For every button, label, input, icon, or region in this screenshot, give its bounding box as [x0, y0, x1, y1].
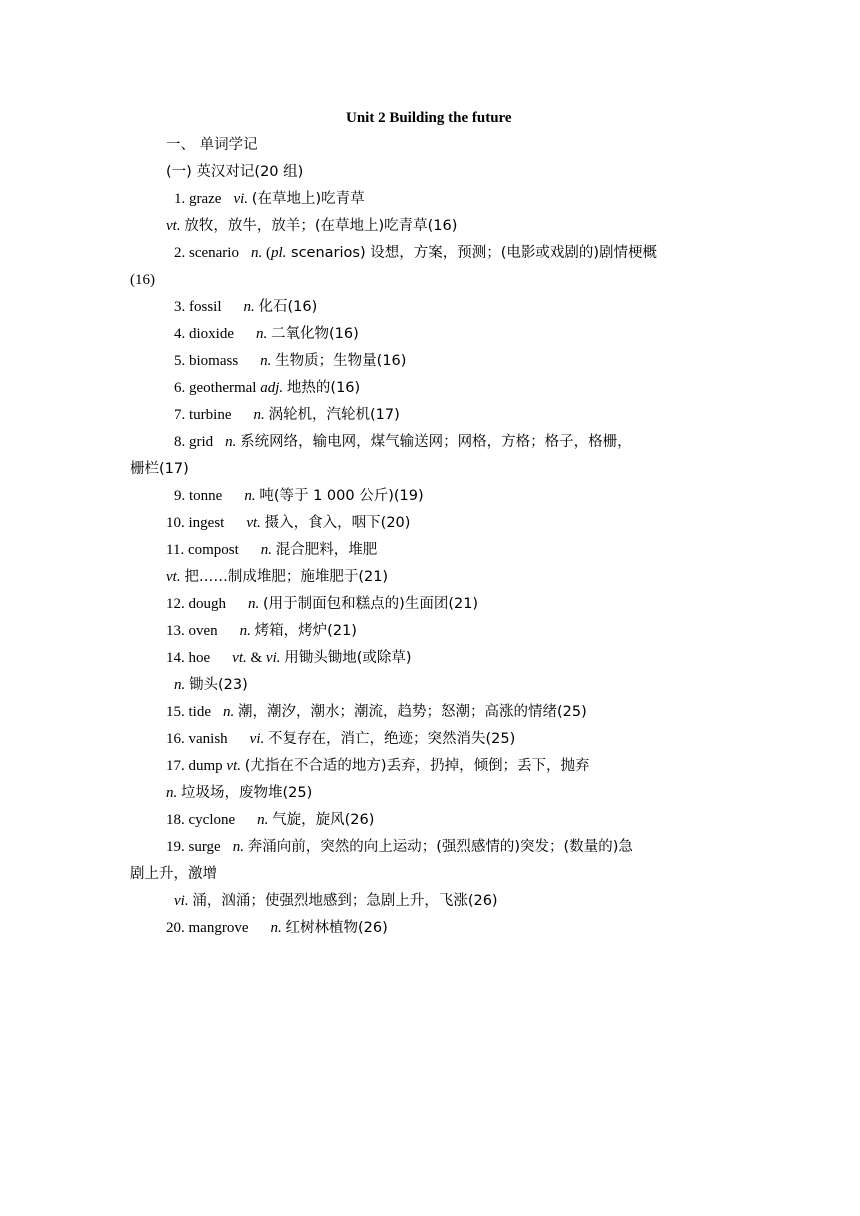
entry-number: 12. [166, 596, 185, 612]
entry-pos: adj. [260, 380, 284, 396]
entry-pos: vi. [249, 731, 265, 747]
entry-word: dough [188, 596, 226, 612]
entry-word: tonne [189, 488, 223, 504]
entry-pos: n. [270, 920, 282, 936]
entry-pos: vt. [166, 218, 181, 234]
entry-pos: n. [223, 704, 235, 720]
entry-word: dioxide [189, 326, 234, 342]
entry-number: 3. [174, 299, 186, 315]
entry-word: geothermal [189, 380, 257, 396]
entry-pos: vi. [174, 893, 189, 909]
entry-number: 14. [166, 650, 185, 666]
entry-definition: 奔涌向前，突然的向上运动；(强烈感情的)突发；(数量的)急 [247, 839, 633, 855]
entry-number: 10. [166, 515, 185, 531]
entry-word: ingest [188, 515, 225, 531]
entry-4 [174, 324, 359, 344]
entry-7 [174, 405, 400, 425]
entry-pos: n. [166, 785, 178, 801]
entry-word: mangrove [188, 920, 249, 936]
entry-definition: 化石(16) [258, 299, 318, 315]
entry-number: 18. [166, 812, 185, 828]
entry-2 [174, 243, 657, 263]
entry-pos: n. [232, 839, 244, 855]
entry-definition: 气旋，旋风(26) [272, 812, 375, 828]
entry-definition: 涡轮机，汽轮机(17) [268, 407, 400, 423]
entry-pos: vi. [233, 191, 249, 207]
entry-pos: n. [244, 488, 256, 504]
entry-word: grid [189, 434, 214, 450]
entry-word: dump [188, 758, 223, 774]
entry-pos: n. [239, 623, 251, 639]
entry-number: 6. [174, 380, 186, 396]
entry-11-sense-2 [166, 567, 388, 587]
entry-word: tide [188, 704, 211, 720]
entry-definition: 锄头(23) [189, 677, 248, 693]
entry-pos: n. [174, 677, 186, 693]
entry-pos: n. [250, 245, 263, 261]
subsection-heading: (一) 英汉对记(20 组) [166, 164, 304, 180]
entry-number: 17. [166, 758, 185, 774]
entry-definition: 垃圾场，废物堆(25) [181, 785, 313, 801]
entry-definition: 把……制成堆肥；施堆肥于(21) [184, 569, 389, 585]
entry-word: surge [188, 839, 221, 855]
entry-definition: 摄入，食入，咽下(20) [264, 515, 411, 531]
entry-1 [174, 189, 365, 209]
entry-6 [174, 378, 360, 398]
entry-pos: n. [243, 299, 255, 315]
entry-number: 16. [166, 731, 185, 747]
entry-number: 9. [174, 488, 186, 504]
entry-definition: 红树林植物(26) [285, 920, 388, 936]
entry-number: 11. [166, 542, 185, 558]
entry-word: oven [188, 623, 218, 639]
entry-pos: n. [253, 407, 265, 423]
entry-number: 2. [174, 245, 186, 261]
entry-definition: 混合肥料，堆肥 [275, 542, 378, 558]
entry-pos: n. [257, 812, 269, 828]
entry-pos: vt. [232, 650, 247, 666]
entry-11 [166, 540, 377, 560]
entry-12 [166, 594, 478, 614]
entry-10 [166, 513, 410, 533]
entry-definition: 系统网络，输电网，煤气输送网；网格，方格；格子，格栅， [240, 434, 632, 450]
entry-8-continued: 栅栏(17) [130, 461, 189, 477]
entry-definition: (在草地上)吃青草 [251, 191, 365, 207]
entry-pos: n. [248, 596, 260, 612]
entry-2-continued: (16) [130, 272, 155, 288]
entry-word: biomass [189, 353, 239, 369]
entry-word: scenario [189, 245, 239, 261]
entry-word: vanish [188, 731, 228, 747]
entry-word: cyclone [188, 812, 236, 828]
entry-word: compost [187, 542, 239, 558]
entry-definition: 放牧，放牛，放羊；(在草地上)吃青草(16) [184, 218, 458, 234]
entry-number: 4. [174, 326, 186, 342]
entry-19 [166, 837, 633, 857]
entry-8 [174, 432, 632, 452]
entry-20 [166, 918, 388, 938]
entry-pos: vi. [265, 650, 281, 666]
entry-9 [174, 486, 424, 506]
entry-number: 13. [166, 623, 185, 639]
entry-18 [166, 810, 374, 830]
entry-number: 7. [174, 407, 186, 423]
entry-definition: scenarios) 设想，方案，预测；(电影或戏剧的)剧情梗概 [286, 245, 658, 261]
entry-definition: 涌，汹涌；使强烈地感到；急剧上升，飞涨(26) [192, 893, 498, 909]
entry-definition: 不复存在，消亡，绝迹；突然消失(25) [268, 731, 516, 747]
entry-definition: 二氧化物(16) [271, 326, 359, 342]
entry-14-sense-2 [174, 675, 248, 695]
entry-5 [174, 351, 406, 371]
entry-definition: 烤箱，烤炉(21) [254, 623, 357, 639]
entry-3 [174, 297, 317, 317]
entry-19-continued: 剧上升，激增 [130, 866, 217, 882]
entry-pos: n. [260, 542, 273, 558]
entry-definition: (尤指在不合适的地方)丢弃，扔掉，倾倒；丢下，抛弃 [244, 758, 590, 774]
entry-definition: 吨(等于 1 000 公斤)(19) [259, 488, 424, 504]
entry-word: turbine [189, 407, 232, 423]
entry-number: 20. [166, 920, 185, 936]
entry-17-sense-2 [166, 783, 312, 803]
entry-15 [166, 702, 587, 722]
document-title: Unit 2 Building the future [346, 110, 512, 126]
entry-definition: 地热的(16) [286, 380, 361, 396]
entry-13 [166, 621, 357, 641]
entry-14 [166, 648, 412, 668]
entry-def-plural-label: pl. [270, 245, 287, 261]
entry-definition: 潮，潮汐，潮水；潮流，趋势；怒潮；高涨的情绪(25) [238, 704, 587, 720]
entry-number: 1. [174, 191, 186, 207]
entry-word: graze [189, 191, 222, 207]
entry-pos-joiner: & [246, 650, 266, 666]
section-heading: 一、 单词学记 [166, 137, 258, 153]
entry-pos: n. [260, 353, 272, 369]
entry-pos: vt. [166, 569, 181, 585]
entry-pos: n. [256, 326, 268, 342]
entry-definition: 用锄头锄地(或除草) [284, 650, 412, 666]
entry-number: 8. [174, 434, 186, 450]
entry-word: hoe [188, 650, 211, 666]
entry-1-sense-2 [166, 216, 457, 236]
entry-16 [166, 729, 515, 749]
entry-definition: (用于制面包和糕点的)生面团(21) [263, 596, 479, 612]
entry-pos: vt. [246, 515, 261, 531]
entry-number: 5. [174, 353, 186, 369]
entry-17 [166, 756, 590, 776]
entry-pos: n. [225, 434, 237, 450]
entry-number: 15. [166, 704, 185, 720]
entry-pos: vt. [226, 758, 241, 774]
entry-word: fossil [189, 299, 222, 315]
entry-def-open: ( [265, 245, 271, 261]
entry-19-sense-2 [174, 891, 498, 911]
entry-number: 19. [166, 839, 185, 855]
entry-definition: 生物质；生物量(16) [275, 353, 407, 369]
